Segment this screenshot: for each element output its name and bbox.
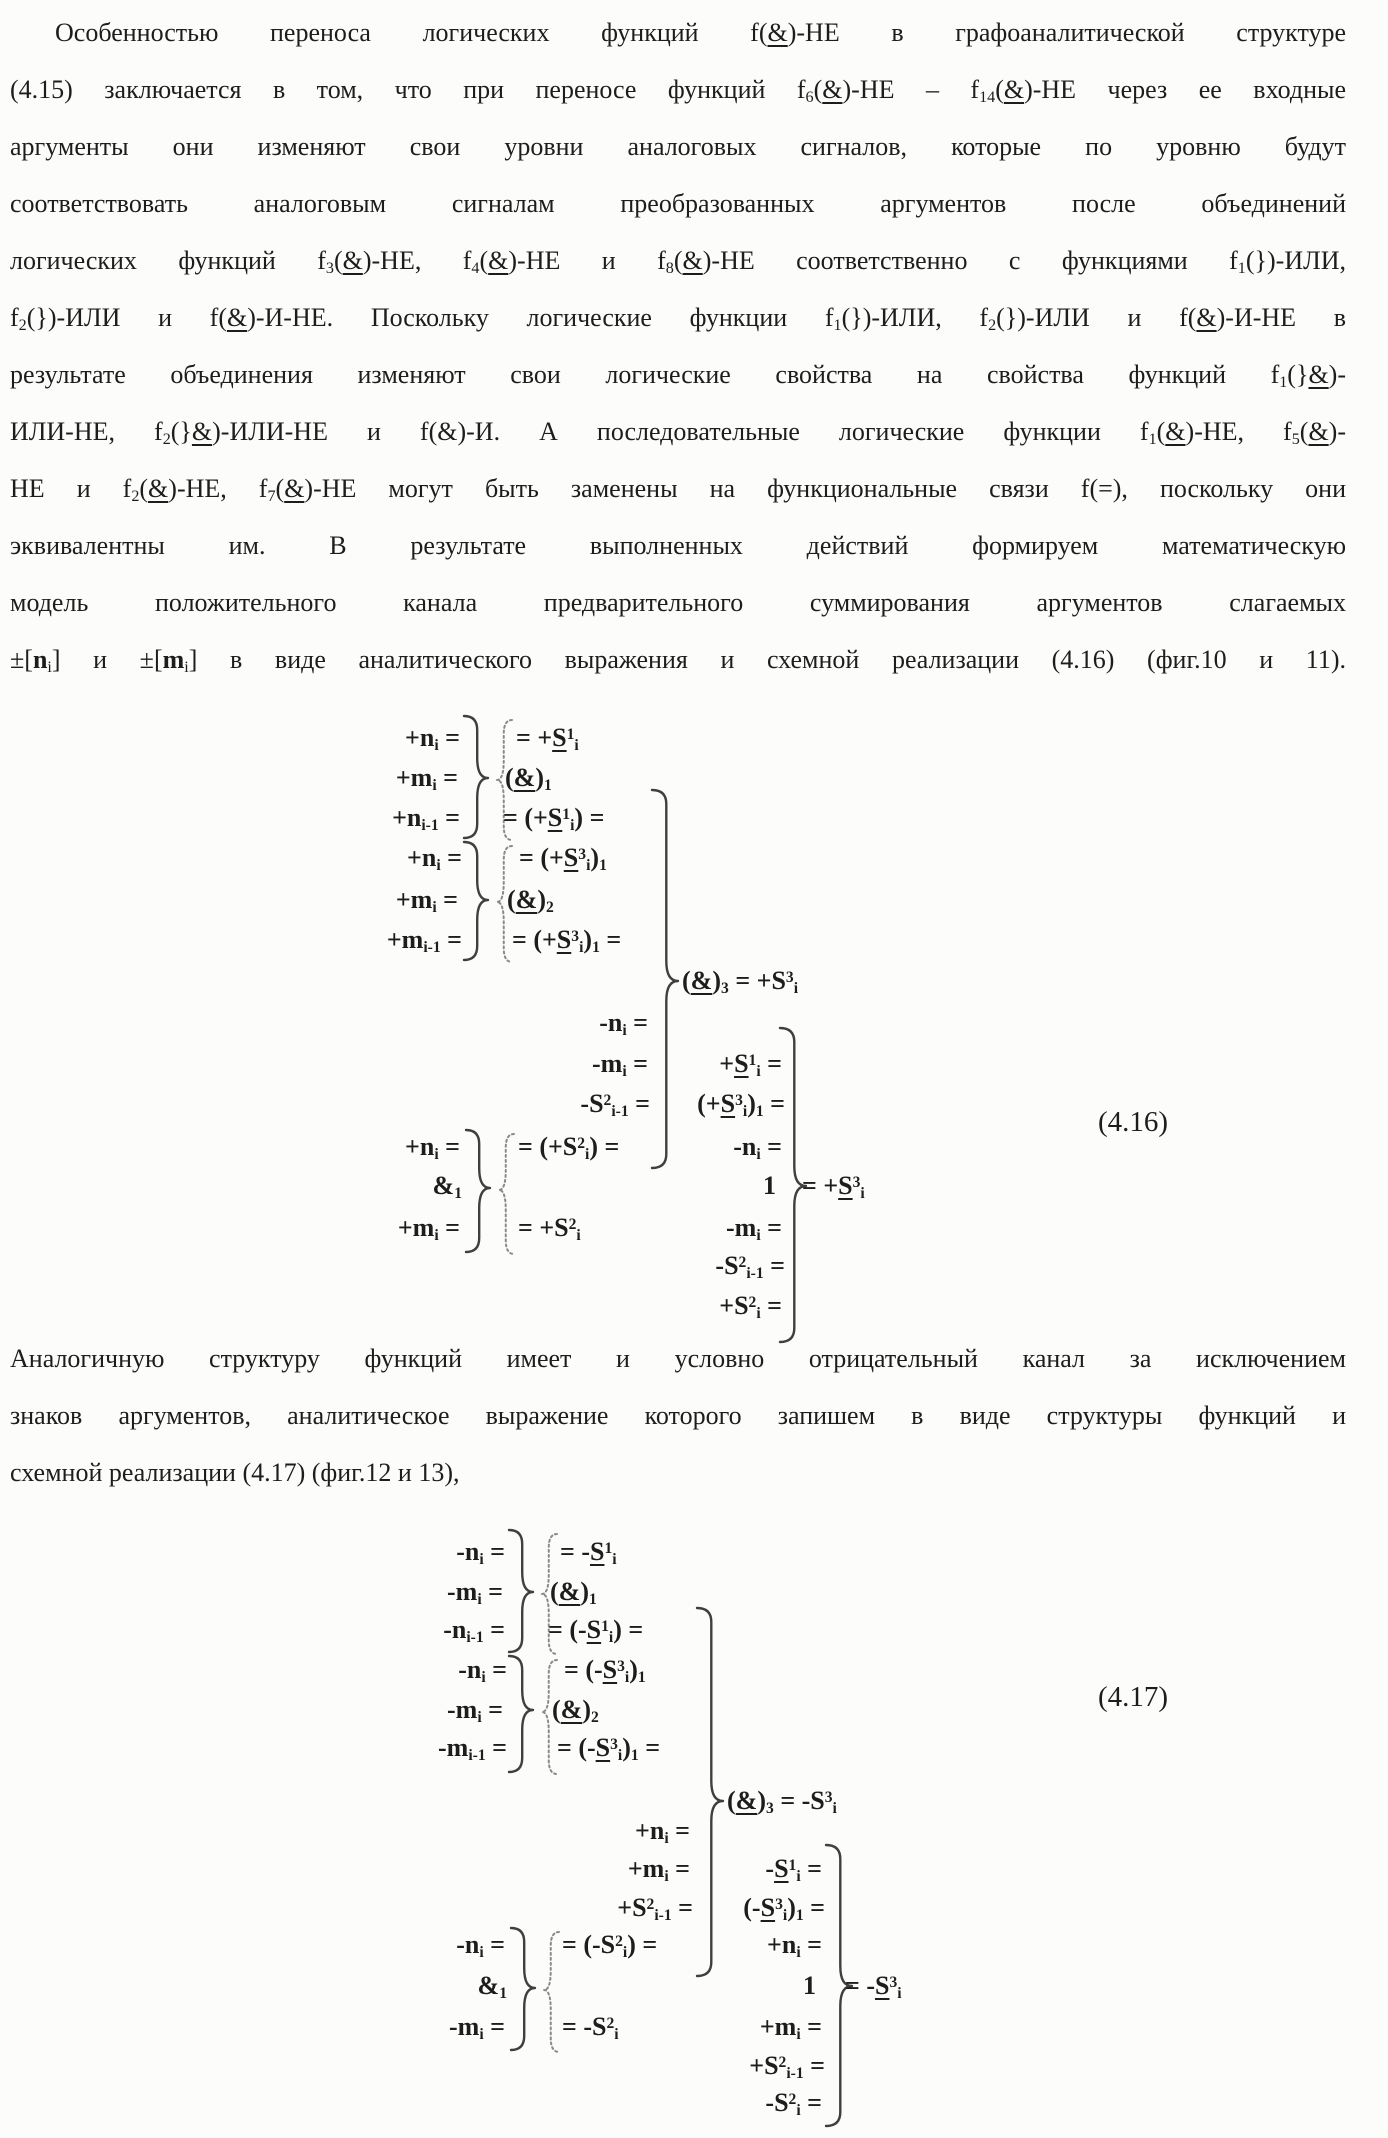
- curly-brace: [464, 842, 488, 960]
- formula-term: $+n_i$ =: [767, 1930, 822, 1961]
- formula-term: $+m_{i-1}$ =: [386, 925, 462, 956]
- formula-term: $-m_{i-1}$ =: [438, 1733, 507, 1764]
- curly-brace: [511, 1928, 535, 2050]
- equation-number: (4.16): [1098, 1106, 1169, 1138]
- formula-term: $-m_i$ =: [449, 2012, 505, 2043]
- formula-term: = $(+S^3_i)_1$: [519, 843, 607, 874]
- formula-term: $-n_i$ =: [456, 1930, 505, 1961]
- formula-term: $+n_{i-1}$ =: [392, 803, 460, 834]
- formula-term: = $(-S^3_i)_1$: [564, 1655, 646, 1686]
- paragraph-1: [10, 4, 1346, 688]
- formula-term: = $-S^1_i$: [560, 1537, 617, 1568]
- curly-brace: [466, 1130, 490, 1252]
- text-line: НЕ и $f_2(\&)-НЕ$, $f_7(\&)-НЕ$ могут быть заменены на функциональные связи f(=), поскольку они: [10, 474, 1346, 506]
- formula-term: = $(+S^3_i)_1$ =: [512, 925, 622, 956]
- formula-term: $+n_i$ =: [635, 1816, 690, 1847]
- formula-term: $\&_1$: [477, 1971, 507, 2002]
- formula-term: $-n_i$ =: [456, 1537, 505, 1568]
- formula-term: $-S^2_{i-1}$ =: [715, 1251, 785, 1282]
- text-line: модель положительного канала предварительного суммирования аргументов слагаемых: [10, 588, 1346, 617]
- formula-term: = $(+S^2_i)$ =: [518, 1132, 620, 1163]
- formula-term: $+S^2_{i-1}$ =: [617, 1893, 693, 1924]
- text-line: соответствовать аналоговым сигналам преобразованных аргументов после объединений: [10, 189, 1346, 218]
- formula-term: = $(-S^3_i)_1$ =: [557, 1733, 661, 1764]
- formula-term: $\&_1$: [432, 1171, 462, 1202]
- formula-term: $(-S^3_i)_1$ =: [743, 1893, 825, 1924]
- text-line: $\pm[n_i]$ $и \pm[m_i]$ в виде аналитического выражения и схемной реализации (4.16) (фиг.10 и 11).: [10, 645, 1347, 677]
- formula-term: $-n_i$ =: [599, 1008, 648, 1039]
- curly-brace: [464, 716, 488, 838]
- formula-term: $-m_i$ =: [592, 1049, 648, 1080]
- formula-term: 1: [763, 1171, 776, 1200]
- formula-term: $+n_i$ =: [407, 843, 462, 874]
- formula-term: = $+S^3_i$: [802, 1171, 865, 1202]
- formula-term: $-S^2_{i-1}$ =: [580, 1089, 650, 1120]
- formula-term: $(\&)_3 = -S^3_i$: [727, 1786, 837, 1817]
- text-line: схемной реализации (4.17) (фиг.12 и 13),: [10, 1458, 460, 1487]
- formula-term: $-n_i$ =: [733, 1132, 782, 1163]
- formula-term: $-m_i$ =: [447, 1577, 503, 1608]
- formula-term: $(\&)_1$: [505, 763, 552, 794]
- formula-term: $(+S^3_i)_1$ =: [697, 1089, 785, 1120]
- curly-brace: [652, 790, 678, 1168]
- formula-term: $+m_i$ =: [395, 885, 458, 916]
- text-line: логических функций $f_3(\&)-НЕ$, $f_4(\&)-НЕ$ и $f_8(\&)-НЕ$ соответственно с функциями $f_1(\}$)-ИЛИ,: [10, 246, 1346, 278]
- formula-term: = $(-S^2_i)$ =: [562, 1930, 658, 1961]
- curly-brace: [499, 1134, 514, 1254]
- formula-term: = $(-S^1_i)$ =: [548, 1615, 644, 1646]
- formula-term: $(\&)_2$: [507, 885, 554, 916]
- formula-term: $+m_i$ =: [397, 1213, 460, 1244]
- formula-term: $-n_i$ =: [458, 1655, 507, 1686]
- curly-brace: [509, 1530, 533, 1652]
- text-line: ИЛИ-НЕ, $f_2(\}\&)-ИЛИ-НЕ$ и f(&)-И. А последовательные логические функции $f_1(\&)-НЕ$, $f_5(\&)-$: [10, 417, 1346, 449]
- paragraph-2: [10, 1330, 1346, 1501]
- formula-term: $(\&)_2$: [552, 1695, 599, 1726]
- formula-term: 1: [803, 1971, 816, 2000]
- formula-term: $+S^1_i$ =: [719, 1049, 782, 1080]
- formula-term: $+m_i$ =: [627, 1854, 690, 1885]
- text-line: аргументы они изменяют свои уровни аналоговых сигналов, которые по уровню будут: [10, 132, 1346, 161]
- curly-brace: [544, 1932, 559, 2052]
- formula-term: $(\&)_1$: [550, 1577, 597, 1608]
- formula-term: $+n_i$ =: [405, 1132, 460, 1163]
- formula-term: = $-S^2_i$: [562, 2012, 619, 2043]
- formula-term: $+S^2_i$ =: [719, 1291, 782, 1322]
- formula-term: = $(+S^1_i)$ =: [503, 803, 605, 834]
- formula-term: $-m_i$ =: [726, 1213, 782, 1244]
- formula-term: $-S^2_i$ =: [765, 2088, 822, 2119]
- formula-term: $-n_{i-1}$ =: [443, 1615, 505, 1646]
- text-line: $f_2(\}$)-ИЛИ и f(&)-И-НЕ. Поскольку логические функции $f_1(\}$)-ИЛИ, $f_2(\}$)-ИЛИ и f(&)-И-НЕ в: [10, 303, 1346, 335]
- text-line: знаков аргументов, аналитическое выражение которого запишем в виде структуры функций и: [10, 1401, 1346, 1430]
- text-line: результате объединения изменяют свои логические свойства на свойства функций $f_1(\}\&)-$: [10, 360, 1346, 392]
- text-line: эквивалентны им. В результате выполненных действий формируем математическую: [10, 531, 1346, 560]
- formula-term: = $+S^1_i$: [516, 723, 579, 754]
- text-line: Аналогичную структуру функций имеет и условно отрицательный канал за исключением: [10, 1344, 1346, 1373]
- equation-number: (4.17): [1098, 1681, 1169, 1713]
- formula-term: $+m_i$ =: [395, 763, 458, 794]
- formula-term: $-m_i$ =: [447, 1695, 503, 1726]
- formula-term: $-S^1_i$ =: [765, 1854, 822, 1885]
- formula-term: $+S^2_{i-1}$ =: [749, 2051, 825, 2082]
- formula-term: $+m_i$ =: [759, 2012, 822, 2043]
- text-line: Особенностью переноса логических функций f(&)-НЕ в графоаналитической структуре: [55, 18, 1347, 47]
- formula-term: = $-S^3_i$: [845, 1971, 902, 2002]
- text-line: (4.15) заключается в том, что при переносе функций $f_6(\&)-НЕ$ – $f_{14}(\&)-НЕ$ через ее входные: [10, 75, 1346, 107]
- formula-term: $+n_i$ =: [405, 723, 460, 754]
- curly-brace: [697, 1608, 723, 1976]
- formula-term: $(\&)_3 = +S^3_i$: [682, 966, 799, 997]
- curly-brace: [509, 1656, 533, 1772]
- formula-term: = $+S^2_i$: [518, 1213, 581, 1244]
